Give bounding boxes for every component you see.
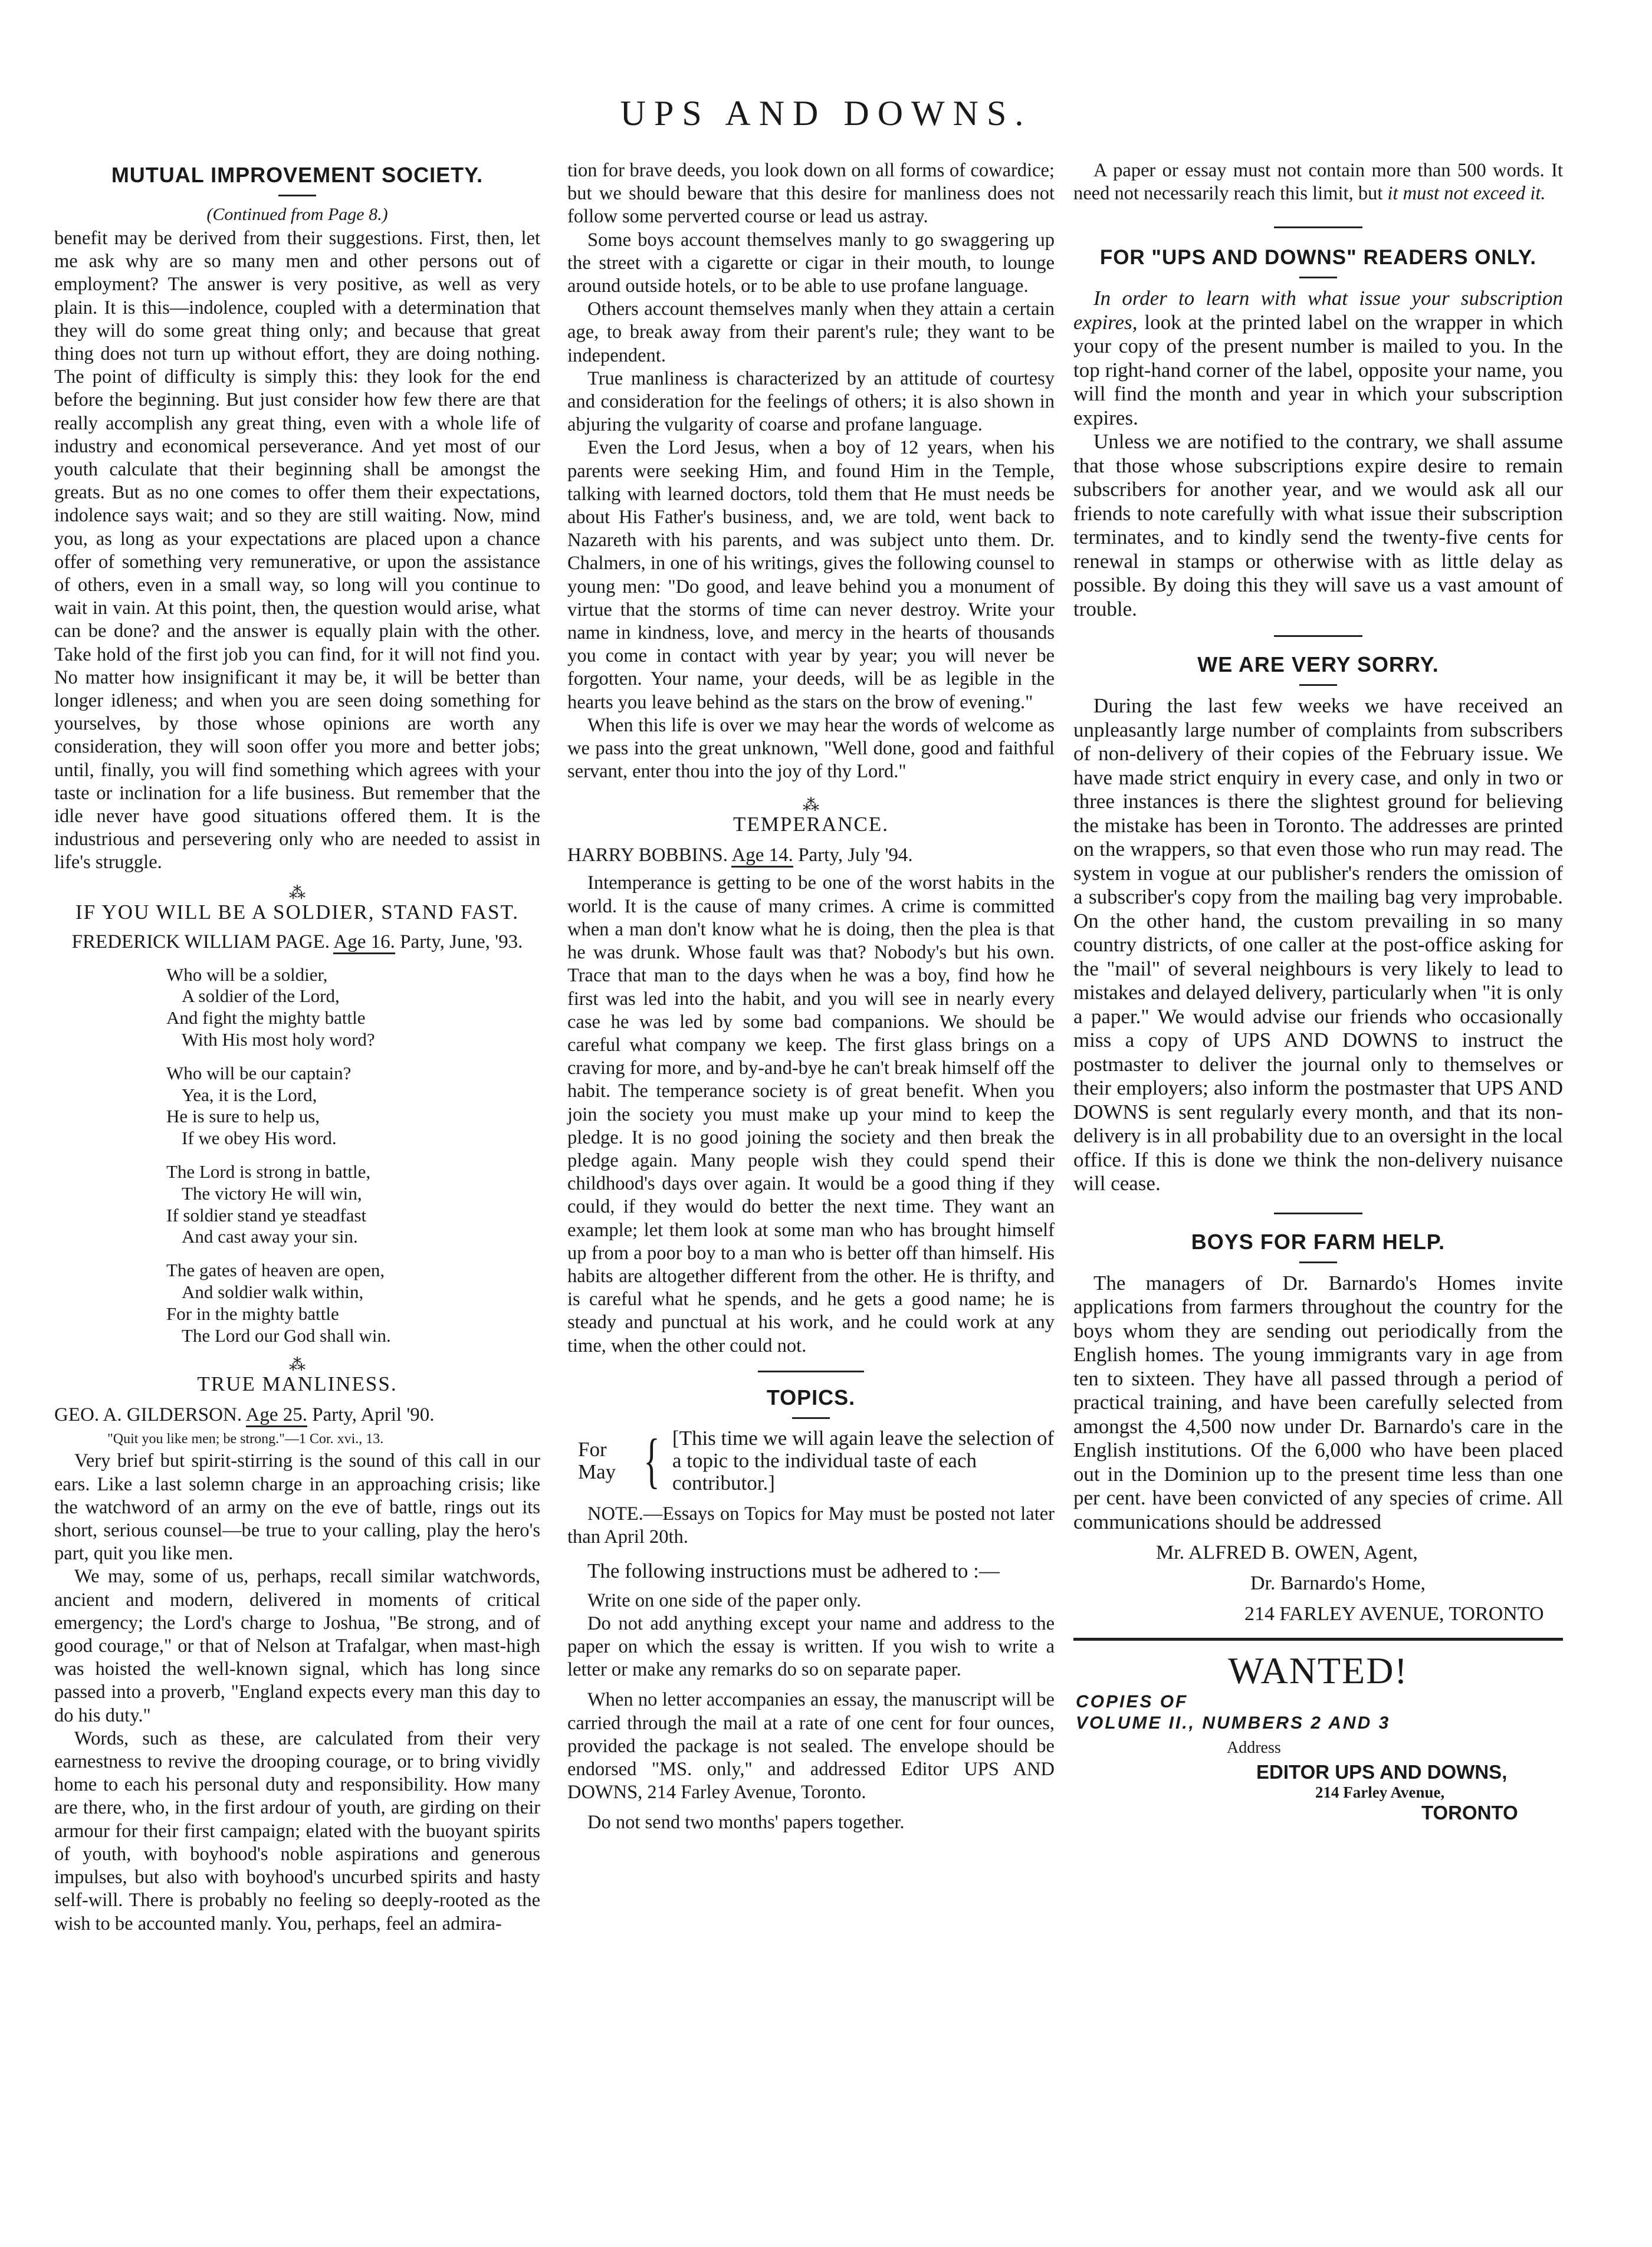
heading-rule — [278, 195, 316, 196]
column-2 — [567, 159, 1055, 1835]
heading-rule — [1299, 684, 1337, 686]
wanted-line: COPIES OF — [1076, 1692, 1188, 1712]
asterism: ⁂ — [289, 1356, 306, 1375]
section-divider — [1274, 1213, 1362, 1214]
poem-line: The Lord our God shall win. — [182, 1325, 391, 1346]
poem-stanza — [166, 1161, 540, 1248]
sorry-section — [1073, 694, 1563, 1196]
poem-line: Who will be our captain? — [166, 1062, 352, 1083]
manliness-heading: TRUE MANLINESS. — [197, 1372, 398, 1396]
poem-line: And fight the mighty battle — [166, 1007, 366, 1029]
topics-text: [This time we will again leave the selection of a topic to the individual taste of each contributor.] — [672, 1426, 1055, 1494]
manliness-continued: Others account themselves manly when they attain a certain age, to break away from their parent's rule; they want to be independent. — [567, 298, 1055, 366]
instruction-item: Do not add anything except your name and address to the paper on which the essay is written. If you wish to write a letter or make any remarks do so on separate paper. — [567, 1612, 1055, 1681]
poem-line: He is sure to help us, — [166, 1106, 320, 1127]
mutual-improvement-heading: MUTUAL IMPROVEMENT SOCIETY. — [111, 163, 484, 187]
poem-stanza — [166, 1063, 540, 1149]
temperance-byline — [567, 843, 1055, 867]
poem-line: For in the mighty battle — [166, 1303, 339, 1324]
temperance-heading: TEMPERANCE. — [733, 813, 889, 836]
heading-rule — [792, 1417, 830, 1419]
wanted-editor: EDITOR UPS AND DOWNS, — [1256, 1761, 1508, 1783]
byline-party: Party, April '90. — [312, 1404, 435, 1426]
byline-name: GEO. A. GILDERSON. — [54, 1404, 242, 1426]
heading-rule — [1299, 277, 1337, 278]
address-line: 214 FARLEY AVENUE, TORONTO — [1244, 1603, 1544, 1625]
wanted-heading: WANTED! — [1228, 1650, 1408, 1692]
instructions-list — [567, 1589, 1055, 1835]
essay-limit-text: A paper or essay must not contain more than 500 words. It need not necessarily reach this limit, but — [1073, 160, 1563, 205]
poem-line: The victory He will win, — [182, 1182, 362, 1204]
topics-label-for: For — [578, 1437, 607, 1461]
instruction-item: Do not send two months' papers together. — [587, 1812, 905, 1834]
section-divider — [758, 1371, 864, 1372]
farm-text: The managers of Dr. Barnardo's Homes invite applications from farmers throughout the country for the boys whom they are sending out periodically from the English homes. The young immigrants vary in age from ten to sixteen. They have all passed through a period of practical training, and have been carefully selected from amongst the 4,500 now under Dr. Barnardo's care in the English institutions. Of the 6,000 who have been placed out in the Dominion up to the present time less than one per cent. have been convicted of any species of crime. All communications should be addressed — [1073, 1271, 1563, 1533]
manliness-continued: True manliness is characterized by an attitude of courtesy and consideration for the feelings of others; it is also shown in abjuring the vulgarity of coarse and profane language. — [567, 367, 1055, 436]
temperance-text: Intemperance is getting to be one of the worst habits in the world. It is the cause of many crimes. A crime is committed when a man don't know what he is doing, then the plea is that he was drunk. Whose fault was that? Nobody's but his own. Trace that man to the days when he was a boy, find how he first was led into the habit, and you will see in nearly every case he was led by some bad companions. We should be careful what company we keep. The first glass brings on a craving for more, and by-and-bye he can't break himself off the habit. The temperance society is of great benefit. When you join the society you must make up your mind to keep the pledge. It is no good joining the society and then break the pledge again. Many people wish they could spend their childhood's days over again. It would be a good thing if they could, if they would do better the next time. They want an example; let them look at some man who has brought himself up from a poor boy to a man who is better off than himself. His habits are altogether different from the other. He is thrifty, and is careful what he spends, and he gets a good name; he is steady and punctual at his work, and he could work at any time, when the other could not. — [567, 872, 1055, 1356]
poem-line: And soldier walk within, — [182, 1282, 364, 1303]
farm-section — [1073, 1272, 1563, 1535]
soldier-heading: IF YOU WILL BE A SOLDIER, STAND FAST. — [75, 900, 520, 924]
heading-rule — [1299, 1262, 1337, 1263]
farm-address — [1073, 1538, 1563, 1630]
manliness-text: We may, some of us, perhaps, recall similar watchwords, ancient and modern, delivered in moments of critical emergency; the Lord's charge to Joshua, "Be strong, and of good courage," or that of Nelson at Trafalgar, when mast-high was hoisted the well-known signal, which has long since passed into a proverb, "England expects every man this day to do his duty." — [54, 1566, 540, 1726]
byline-party: Party, July '94. — [798, 845, 913, 866]
readers-section — [1073, 287, 1563, 621]
byline-name: HARRY BOBBINS. — [567, 845, 728, 866]
section-divider — [1274, 635, 1362, 637]
manliness-continued: Even the Lord Jesus, when a boy of 12 years, when his parents were seeking Him, and found Him in the Temple, talking with learned doctors, told them that He must needs be about His Father's business, and, we are told, went back to Nazareth with his parents, and was subject unto them. Dr. Chalmers, in one of his writings, gives the following counsel to young men: "Do good, and leave behind you a monument of virtue that the storms of time can never destroy. Write your name in kindness, love, and mercy in the hearts of thousands you come in contact with year by year; you will never be forgotten. Your name, your deeds, will be as legible in the hearts you leave behind as the stars on the brow of evening." — [567, 437, 1055, 713]
mutual-improvement-text: benefit may be derived from their suggestions. First, then, let me ask why are so many men and other persons out of employment? The answer is very positive, as well as very plain. It is this—indolence, coupled with a determination that they will do some great thing only; and because that great thing does not turn up without effort, they are doing nothing. The point of difficulty is simply this: they look for the end before the beginning. But just consider how few there are that really accomplish any great thing, even with a whole life of industry and economical perseverance. And yet most of our youth calculate that their beginning shall be amongst the greats. But as no one comes to offer them their expectations, indolence says wait; and so they are still waiting. Now, mind you, as long as your expectations are placed upon a chance offer of something very remunerative, or upon the assistance of others, even in a small way, so long will you continue to wait in vain. At this point, then, the question would arise, what can be done? and the answer is equally plain with the other. Take hold of the first job you can find, for it will not find you. No matter how insignificant it may be, it will be better than longer idleness; and when you are seen doing something for yourselves, by those whose opinions are worth any consideration, they will soon offer you more and better jobs; until, finally, you will find something which agrees with your taste or inclination for a life business. But remember that the idle never have good situations offered them. It is the industrious and persevering only who are needed to assist in life's struggle. — [54, 228, 540, 873]
instruction-item: Write on one side of the paper only. — [587, 1589, 862, 1611]
wanted-address-label: Address — [1227, 1739, 1281, 1757]
brace-glyph: { — [643, 1426, 660, 1494]
poem-line: And cast away your sin. — [182, 1226, 358, 1247]
poem-line: Yea, it is the Lord, — [182, 1084, 317, 1105]
instruction-item: When no letter accompanies an essay, the manuscript will be carried through the mail at a rate of one cent for four ounces, provided the package is not sealed. The envelope should be endorsed "MS. only," and addressed Editor UPS AND DOWNS, 214 Farley Avenue, Toronto. — [567, 1689, 1055, 1803]
manliness-continued: Some boys account themselves manly to go swaggering up the street with a cigarette or cigar in their mouth, to lounge around outside hotels, or to be able to use profane language. — [567, 229, 1055, 297]
soldier-byline — [54, 930, 540, 954]
heavy-divider — [1073, 1638, 1563, 1641]
poem-line: A soldier of the Lord, — [182, 985, 340, 1007]
topics-note: NOTE.—Essays on Topics for May must be posted not later than April 20th. — [567, 1503, 1055, 1548]
continued-note: (Continued from Page 8.) — [206, 205, 388, 224]
asterism: ⁂ — [289, 883, 306, 902]
byline-age: Age 25. — [246, 1404, 307, 1427]
sorry-heading: WE ARE VERY SORRY. — [1197, 652, 1439, 677]
readers-body: look at the printed label on the wrapper in which your copy of the present number is mailed to you. In the top right-hand corner of the label, opposite your name, you will find the month and year in which your subscription expires. — [1073, 310, 1563, 429]
readers-text — [1073, 287, 1563, 430]
readers-italic-lead: In order to learn with what issue your subscription expires, — [1073, 287, 1563, 334]
wanted-line: VOLUME II., NUMBERS 2 AND 3 — [1076, 1713, 1391, 1733]
poem-line: If soldier stand ye steadfast — [166, 1204, 367, 1226]
poem-stanza — [166, 1260, 540, 1346]
manliness-byline — [54, 1403, 540, 1427]
sorry-text: During the last few weeks we have received an unpleasantly large number of complaints from subscribers of non-delivery of their copies of the February issue. We have made strict enquiry in every case, and only in two or three instances is there the slightest ground for believing the mistake has been in Toronto. The addresses are printed on the wrappers, so that even those who run may read. The system in vogue at our publisher's renders the omission of a subscriber's copy from the mailing bag very improbable. On the other hand, the custom prevailing in so many country districts, of one caller at the post-office asking for the "mail" of several neighbours is very likely to lead to mistakes and delayed delivery, particularly when "it is only a paper." We would advise our friends who occasionally miss a copy of UPS AND DOWNS to instruct the postmaster to deliver the journal only to themselves or their employers; also inform the postmaster that UPS AND DOWNS is sent regularly every month, and that its non-delivery is in all probability due to an oversight in the local office. If this is done we think the non-delivery nuisance will cease. — [1073, 694, 1563, 1195]
topics-label-may: May — [578, 1460, 616, 1483]
topics-label — [578, 1438, 631, 1483]
manliness-text: Very brief but spirit-stirring is the sound of this call in our ears. Like a last solemn charge in an approaching crisis; like the watchword of an army on the eve of battle, rings out its short, serious counsel—be true to your calling, play the hero's part, quit you like men. — [54, 1450, 540, 1565]
topics-heading: TOPICS. — [766, 1385, 856, 1410]
manliness-text: Words, such as these, are calculated from their very earnestness to revive the drooping courage, or to bring vividly home to each his personal duty and responsibility. How many are there, who, in the first ardour of youth, are girding on their armour for their first campaign; elated with the buoyant spirits of youth, with boyhood's noble aspirations and generous impulses, but also with boyhood's uncurbed spirits and hasty self-will. There is probably no feeling so deeply-rooted as the wish to be accounted manly. You, perhaps, feel an admira- — [54, 1727, 540, 1934]
scripture-quote: "Quit you like men; be strong."—1 Cor. xvi., 13. — [107, 1431, 384, 1447]
soldier-poem — [166, 964, 540, 1347]
readers-heading: FOR "UPS AND DOWNS" READERS ONLY. — [1099, 246, 1537, 270]
byline-name: FREDERICK WILLIAM PAGE. — [71, 931, 330, 952]
readers-text: Unless we are notified to the contrary, we shall assume that those whose subscriptions expire desire to remain subscribers for another year, and we would ask all our friends to note carefully with what issue their subscription terminates, and to kindly send the twenty-five cents for renewal in stamps or otherwise with as little delay as possible. By doing this they will save us a vast amount of trouble. — [1073, 430, 1563, 620]
poem-line: The Lord is strong in battle, — [166, 1161, 371, 1182]
poem-line: With His most holy word? — [182, 1029, 375, 1050]
address-line: Mr. ALFRED B. OWEN, Agent, — [1156, 1542, 1418, 1564]
byline-age: Age 14. — [731, 845, 793, 868]
masthead: UPS AND DOWNS. — [620, 94, 1032, 133]
instructions-intro: The following instructions must be adhered to :— — [587, 1559, 1000, 1583]
essay-limit-note — [1073, 159, 1563, 205]
poem-line: If we obey His word. — [182, 1128, 337, 1149]
byline-party: Party, June, '93. — [400, 931, 523, 952]
manliness-continued: tion for brave deeds, you look down on all forms of cowardice; but we should beware that this desire for manliness does not follow some perverted course or lead us astray. — [567, 160, 1055, 228]
manliness-continued: When this life is over we may hear the words of welcome as we pass into the great unknown, "Well done, good and faithful servant, enter thou into the joy of thy Lord." — [567, 714, 1055, 783]
address-line: Dr. Barnardo's Home, — [1250, 1572, 1426, 1595]
wanted-city: TORONTO — [1421, 1802, 1518, 1824]
farm-heading: BOYS FOR FARM HELP. — [1191, 1229, 1446, 1254]
byline-age: Age 16. — [333, 931, 395, 954]
topics-box — [578, 1427, 1055, 1494]
poem-line: The gates of heaven are open, — [166, 1260, 385, 1281]
poem-stanza — [166, 964, 540, 1051]
poem-line: Who will be a soldier, — [166, 964, 328, 985]
column-1 — [54, 159, 540, 1936]
section-divider — [1274, 226, 1362, 228]
asterism: ⁂ — [803, 796, 819, 815]
column-3 — [1073, 159, 1563, 1824]
wanted-street: 214 Farley Avenue, — [1315, 1783, 1445, 1802]
essay-limit-emphasis: it must not exceed it. — [1387, 183, 1546, 205]
